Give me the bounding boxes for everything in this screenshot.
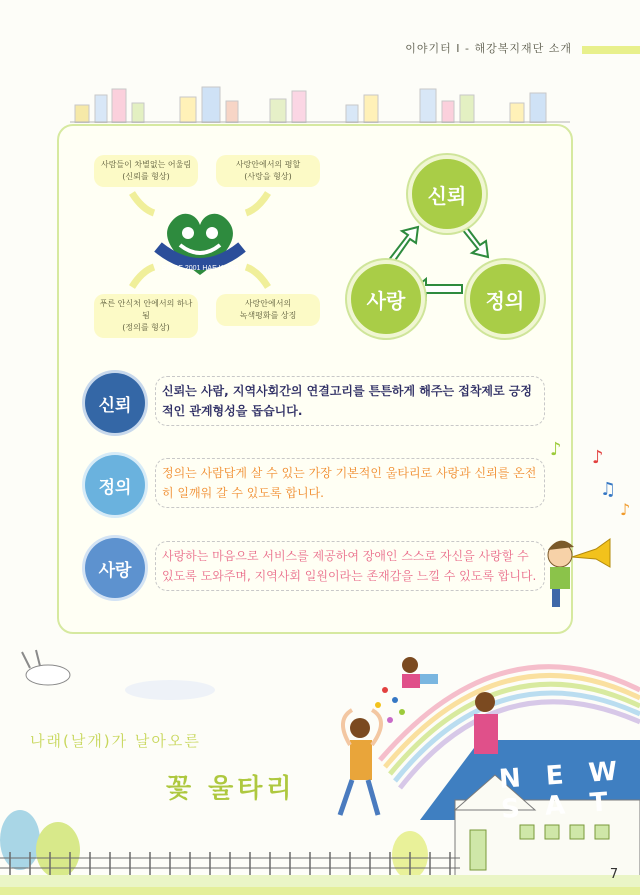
badge-love: 사랑 <box>85 538 145 598</box>
footer-title-area <box>30 730 296 804</box>
dancing-person-drawing <box>340 710 381 815</box>
footer-title: 꽃 울타리 <box>166 774 296 804</box>
value-text-trust: 신뢰는 사람, 지역사회간의 연결고리를 튼튼하게 해주는 접착제로 긍정적인 관계형성을 돕습니다. <box>155 376 545 426</box>
svg-text:♫: ♫ <box>600 479 617 500</box>
trumpet-child-illustration <box>540 435 640 615</box>
value-row-justice <box>85 455 555 513</box>
balloon-child-drawing <box>402 657 438 688</box>
cycle-justice: 정의 <box>466 260 544 338</box>
value-text-love: 사랑하는 마음으로 서비스를 제공하여 장애인 스스로 자신을 사랑할 수 있도록 도와주며, 지역사회 일원이라는 존재감을 느낄 수 있도록 합니다. <box>155 541 545 591</box>
emblem-text: SINCE 2001 HAE KANG <box>161 265 239 272</box>
skyline-illustration <box>70 85 570 123</box>
cycle-trust: 신뢰 <box>408 155 486 233</box>
cycle-love: 사랑 <box>347 260 425 338</box>
svg-text:♪: ♪ <box>620 500 631 519</box>
rooftop-person-drawing <box>474 692 498 754</box>
page-header <box>0 40 640 60</box>
badge-justice: 정의 <box>85 455 145 515</box>
page-bottom-strip <box>0 887 640 895</box>
page-number: 7 <box>609 867 619 882</box>
svg-text:♪: ♪ <box>550 439 562 460</box>
badge-trust: 신뢰 <box>85 373 145 433</box>
emblem-note-1: 사람들이 차별없는 어울림 (신뢰를 형상) <box>94 155 198 187</box>
emblem-note-2: 사랑안에서의 평할 (사랑을 형상) <box>216 155 320 187</box>
emblem-note-4: 사랑안에서의 녹색평화를 상징 <box>216 294 320 326</box>
bunny-drawing <box>22 650 70 685</box>
footer-subtitle: 나래(날개)가 날아오른 <box>30 732 201 750</box>
header-text: 이야기터 Ⅰ - 해강복지재단 소개 <box>405 42 572 55</box>
value-row-trust <box>85 373 555 431</box>
value-row-love <box>85 538 555 596</box>
emblem-note-3: 푸른 안식처 안에서의 하나됨 (정의를 형상) <box>94 294 198 338</box>
header-accent-bar <box>582 46 640 54</box>
emblem-arrows <box>120 185 280 295</box>
value-text-justice: 정의는 사람답게 살 수 있는 가장 기본적인 울타리로 사랑과 신뢰를 온전히 일깨워 갈 수 있도록 합니다. <box>155 458 545 508</box>
svg-text:♪: ♪ <box>592 447 604 468</box>
roof-sign-letters: N E W S A T <box>498 756 627 825</box>
